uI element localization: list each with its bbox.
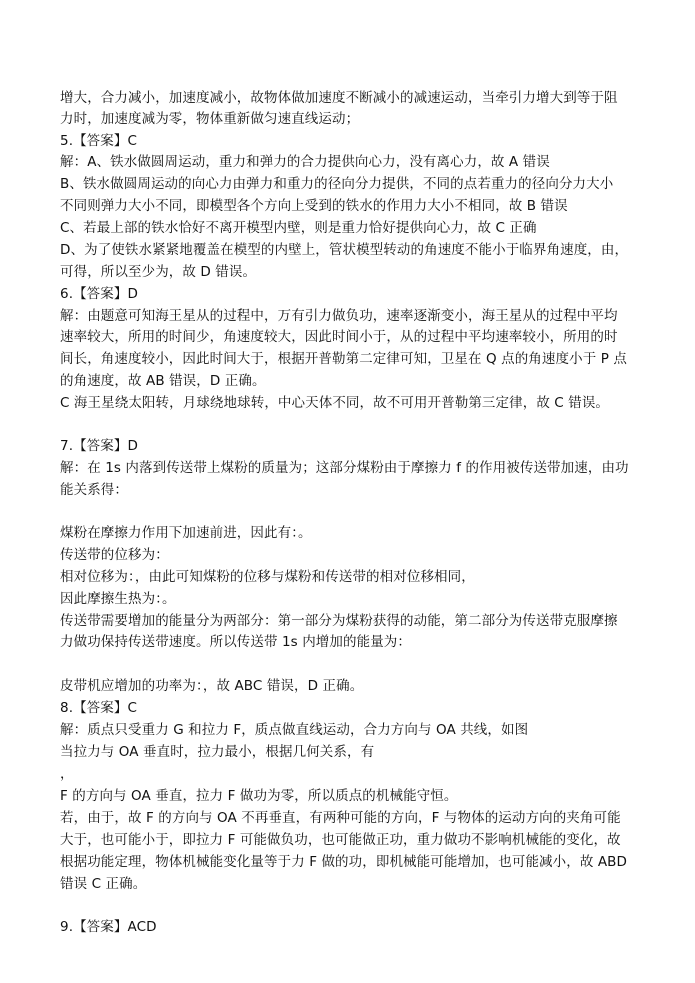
text-line: 力做功保持传送带速度。所以传送带 1s 内增加的能量为： xyxy=(60,634,412,650)
answer-heading-6: 6.【答案】D xyxy=(60,286,138,302)
text-line: 解：A、铁水做圆周运动，重力和弹力的合力提供向心力，没有离心力，故 A 错误 xyxy=(60,154,550,170)
answer-heading-9: 9.【答案】ACD xyxy=(60,919,157,935)
text-line: 若，由于，故 F 的方向与 OA 不再垂直，有两种可能的方向，F 与物体的运动方向的夹角可能 xyxy=(60,810,621,826)
text-line: 传送带的位移为： xyxy=(60,547,169,563)
text-line: 可得，所以至少为，故 D 错误。 xyxy=(60,264,257,280)
text-line: 大于，也可能小于，即拉力 F 可能做负功，也可能做正功，重力做功不影响机械能的变化，故 xyxy=(60,832,621,848)
text-line: F 的方向与 OA 垂直，拉力 F 做功为零，所以质点的机械能守恒。 xyxy=(60,788,458,804)
answer-heading-7: 7.【答案】D xyxy=(60,438,138,454)
text-line: 煤粉在摩擦力作用下加速前进，因此有：。 xyxy=(60,525,312,541)
text-line: 解：由题意可知海王星从的过程中，万有引力做负功，速率逐渐变小，海王星从的过程中平均 xyxy=(60,308,618,324)
text-line: 相对位移为：，由此可知煤粉的位移与煤粉和传送带的相对位移相同， xyxy=(60,569,475,585)
text-line: 皮带机应增加的功率为：，故 ABC 错误，D 正确。 xyxy=(60,678,364,694)
text-line: 增大，合力减小，加速度减小，故物体做加速度不断减小的减速运动，当牵引力增大到等于阻 xyxy=(60,90,618,106)
text-line: C、若最上部的铁水恰好不离开模型内壁，则是重力恰好提供向心力，故 C 正确 xyxy=(60,220,537,236)
text-line: 速率较大，所用的时间少，角速度较大，因此时间小于，从的过程中平均速率较小，所用的时 xyxy=(60,329,618,345)
text-line: 根据功能定理，物体机械能变化量等于力 F 做的功，即机械能可能增加，也可能减小，故 ABD xyxy=(60,854,628,870)
text-line: D、为了使铁水紧紧地覆盖在模型的内壁上，管状模型转动的角速度不能小于临界角速度，由， xyxy=(60,242,629,258)
text-line: 能关系得： xyxy=(60,482,128,498)
text-line: 传送带需要增加的能量分为两部分：第一部分为煤粉获得的动能，第二部分为传送带克服摩擦 xyxy=(60,613,618,629)
answer-heading-8: 8.【答案】C xyxy=(60,700,138,716)
answer-heading-5: 5.【答案】C xyxy=(60,133,138,149)
text-line: 力时，加速度减为零，物体重新做匀速直线运动； xyxy=(60,111,360,127)
text-line: 解：质点只受重力 G 和拉力 F，质点做直线运动，合力方向与 OA 共线，如图 xyxy=(60,722,529,738)
text-line: B、铁水做圆周运动的向心力由弹力和重力的径向分力提供，不同的点若重力的径向分力大小 xyxy=(60,176,614,192)
text-line: C 海王星绕太阳转，月球绕地球转，中心天体不同，故不可用开普勒第三定律，故 C 错误。 xyxy=(60,395,610,411)
text-line: 当拉力与 OA 垂直时，拉力最小，根据几何关系，有 xyxy=(60,744,375,760)
text-line: 不同则弹力大小不同，即模型各个方向上受到的铁水的作用力大小不相同，故 B 错误 xyxy=(60,198,568,214)
text-line: 错误 C 正确。 xyxy=(60,876,147,892)
text-line: 因此摩擦生热为：。 xyxy=(60,591,176,607)
text-line: 解：在 1s 内落到传送带上煤粉的质量为；这部分煤粉由于摩擦力 f 的作用被传送带加速，由功 xyxy=(60,460,629,476)
text-line: 间长，角速度较小，因此时间大于，根据开普勒第二定律可知，卫星在 Q 点的角速度小于 P 点 xyxy=(60,351,627,367)
text-line: 的角速度，故 AB 错误，D 正确。 xyxy=(60,373,266,389)
text-line: ， xyxy=(60,766,74,782)
